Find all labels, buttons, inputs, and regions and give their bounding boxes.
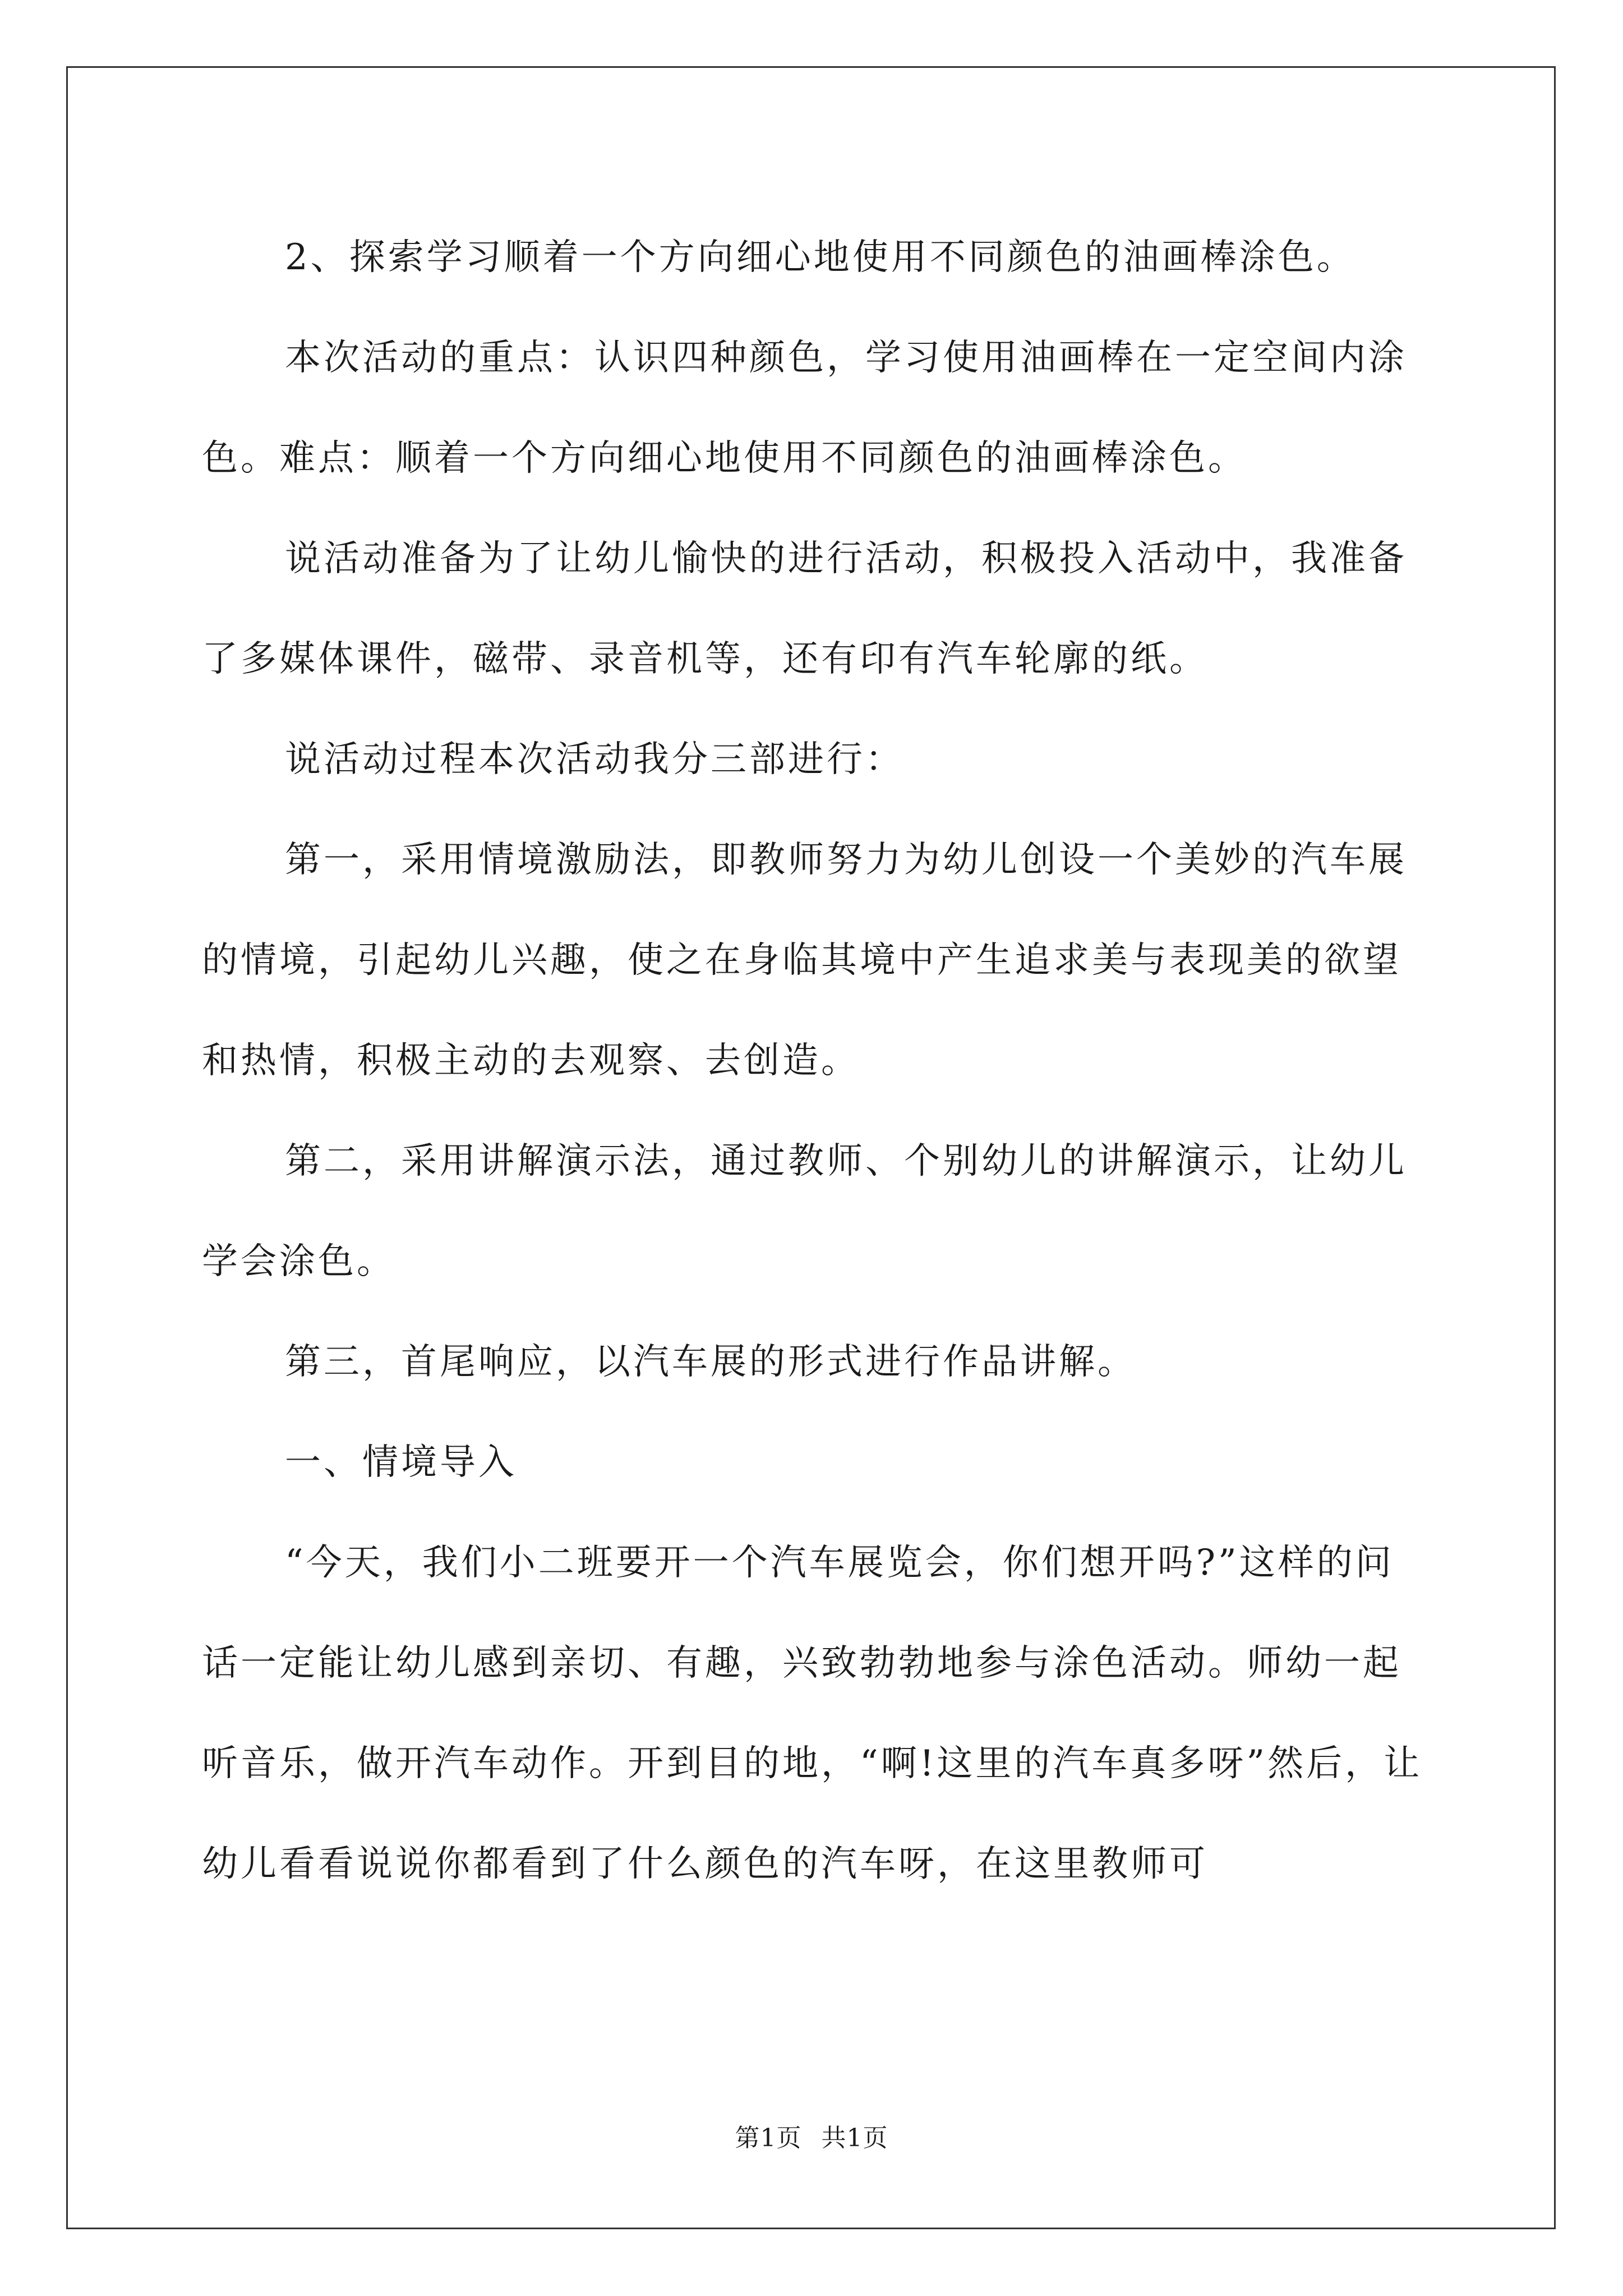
page-footer <box>0 2122 1623 2155</box>
page-number: 第1页 <box>735 2124 802 2152</box>
paragraph-7: 第三，首尾响应，以汽车展的形式进行作品讲解。 <box>285 1341 1136 1383</box>
paragraph-6: 第二，采用讲解演示法，通过教师、个别幼儿的讲解演示，让幼儿学会涂色。 <box>202 1140 1407 1282</box>
paragraph-3: 说活动准备为了让幼儿愉快的进行活动，积极投入活动中，我准备了多媒体课件，磁带、录音机等，还有印有汽车轮廓的纸。 <box>202 538 1407 680</box>
paragraph-8: 一、情境导入 <box>285 1442 517 1483</box>
paragraph-4: 说活动过程本次活动我分三部进行： <box>285 739 904 780</box>
page-total: 共1页 <box>821 2124 888 2152</box>
paragraph-9: “今天，我们小二班要开一个汽车展览会，你们想开吗?”这样的问话一定能让幼儿感到亲切、有趣，兴致勃勃地参与涂色活动。师幼一起听音乐，做开汽车动作。开到目的地，“啊!这里的汽车真多呀”然后，让幼儿看看说说你都看到了什么颜色的汽车呀，在这里教师可 <box>202 1542 1423 1885</box>
paragraph-2: 本次活动的重点：认识四种颜色，学习使用油画棒在一定空间内涂色。难点：顺着一个方向细心地使用不同颜色的油画棒涂色。 <box>202 337 1407 479</box>
paragraph-1: 2、探索学习顺着一个方向细心地使用不同颜色的油画棒涂色。 <box>285 237 1355 278</box>
paragraph-5: 第一，采用情境激励法，即教师努力为幼儿创设一个美妙的汽车展的情境，引起幼儿兴趣，使之在身临其境中产生追求美与表现美的欲望和热情，积极主动的去观察、去创造。 <box>202 839 1407 1082</box>
document-body <box>202 208 1424 1915</box>
